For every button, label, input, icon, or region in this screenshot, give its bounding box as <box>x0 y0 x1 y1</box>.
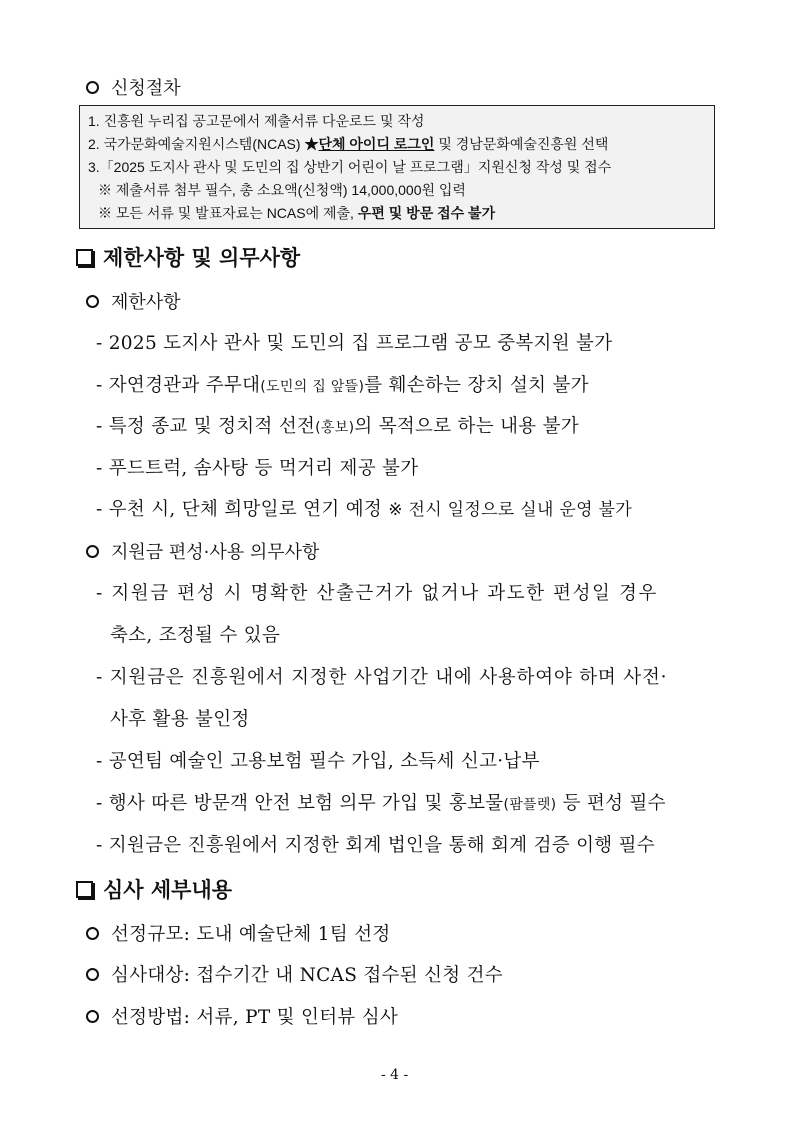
square-bullet-icon <box>76 249 93 266</box>
review-item-2 <box>86 961 503 987</box>
review-item-2-text: 심사대상: 접수기간 내 NCAS 접수된 신청 건수 <box>111 965 503 986</box>
restriction-item-5 <box>96 495 632 521</box>
procedure-heading <box>86 74 181 100</box>
r3-text: - 특정 종교 및 정치적 선전 <box>96 416 316 437</box>
star-icon: ★ <box>304 136 319 152</box>
review-section-title <box>76 874 232 904</box>
procedure-step-3: 3.「2025 도지사 관사 및 도민의 집 상반기 어린이 날 프로그램」지원신청 작성 및 접수 <box>88 159 612 175</box>
procedure-box <box>79 105 715 229</box>
step-2-emphasis: 단체 아이디 로그인 <box>318 136 435 152</box>
circle-bullet-icon <box>86 545 99 558</box>
obligation-item-1: - 지원금 편성 시 명확한 산출근거가 없거나 과도한 편성일 경우 <box>96 583 658 604</box>
obligation-item-1-cont: 축소, 조정될 수 있음 <box>110 625 281 646</box>
circle-bullet-icon <box>86 927 99 940</box>
circle-bullet-icon <box>86 968 99 981</box>
restriction-item-3 <box>96 412 579 438</box>
procedure-heading-text: 신청절차 <box>111 78 181 99</box>
restriction-item-4: - 푸드트럭, 솜사탕 등 먹거리 제공 불가 <box>96 458 419 479</box>
r2-text: - 자연경관과 주무대 <box>96 375 261 396</box>
step-2-suffix: 및 경남문화예술진흥원 선택 <box>434 136 609 152</box>
note-2-emphasis: 우편 및 방문 접수 불가 <box>357 205 496 221</box>
r2-text-end: 를 훼손하는 장치 설치 불가 <box>364 375 589 396</box>
restriction-item-2 <box>96 371 589 397</box>
note-2-prefix: ※ 모든 서류 및 발표자료는 NCAS에 제출, <box>98 205 358 221</box>
restrictions-section-title <box>76 242 300 272</box>
procedure-note-1: ※ 제출서류 첨부 필수, 총 소요액(신청액) 14,000,000원 입력 <box>98 182 466 198</box>
obligation-item-2-cont: 사후 활용 불인정 <box>110 709 250 730</box>
r5-note: ※ 전시 일정으로 실내 운영 불가 <box>388 500 632 520</box>
obligations-subheading-text: 지원금 편성·사용 의무사항 <box>111 542 320 563</box>
r3-note: (홍보) <box>315 420 355 436</box>
restrictions-subheading-text: 제한사항 <box>111 292 181 313</box>
obligation-item-3: - 공연팀 예술인 고용보험 필수 가입, 소득세 신고·납부 <box>96 751 540 772</box>
r5-text: - 우천 시, 단체 희망일로 연기 예정 <box>96 499 389 520</box>
procedure-note-2 <box>88 202 706 225</box>
review-item-3-text: 선정방법: 서류, PT 및 인터뷰 심사 <box>111 1007 399 1028</box>
procedure-step-1: 1. 진흥원 누리집 공고문에서 제출서류 다운로드 및 작성 <box>88 113 425 129</box>
restrictions-title-text: 제한사항 및 의무사항 <box>103 246 301 270</box>
review-item-3 <box>86 1003 398 1029</box>
restrictions-subheading <box>86 288 181 314</box>
review-item-1-text: 선정규모: 도내 예술단체 1팀 선정 <box>111 924 391 945</box>
obligation-item-4 <box>96 789 666 815</box>
obligations-subheading <box>86 538 319 564</box>
obligation-item-2: - 지원금은 진흥원에서 지정한 사업기간 내에 사용하여야 하며 사전· <box>96 667 668 688</box>
restriction-item-1: - 2025 도지사 관사 및 도민의 집 프로그램 공모 중복지원 불가 <box>96 333 613 354</box>
circle-bullet-icon <box>86 81 99 94</box>
obligation-item-5: - 지원금은 진흥원에서 지정한 회계 법인을 통해 회계 검증 이행 필수 <box>96 835 655 856</box>
d4-note: (팜플렛) <box>503 797 557 813</box>
review-title-text: 심사 세부내용 <box>103 878 233 902</box>
square-bullet-icon <box>76 881 93 898</box>
circle-bullet-icon <box>86 1010 99 1023</box>
procedure-step-2 <box>88 133 706 156</box>
r3-text-end: 의 목적으로 하는 내용 불가 <box>354 416 579 437</box>
d4-text-end: 등 편성 필수 <box>556 793 666 814</box>
r2-note: (도민의 집 앞뜰) <box>260 379 365 395</box>
step-2-prefix: 2. 국가문화예술지원시스템(NCAS) <box>88 136 305 152</box>
review-item-1 <box>86 920 391 946</box>
d4-text: - 행사 따른 방문객 안전 보험 의무 가입 및 홍보물 <box>96 793 504 814</box>
circle-bullet-icon <box>86 295 99 308</box>
page-number: - 4 - <box>381 1067 409 1083</box>
